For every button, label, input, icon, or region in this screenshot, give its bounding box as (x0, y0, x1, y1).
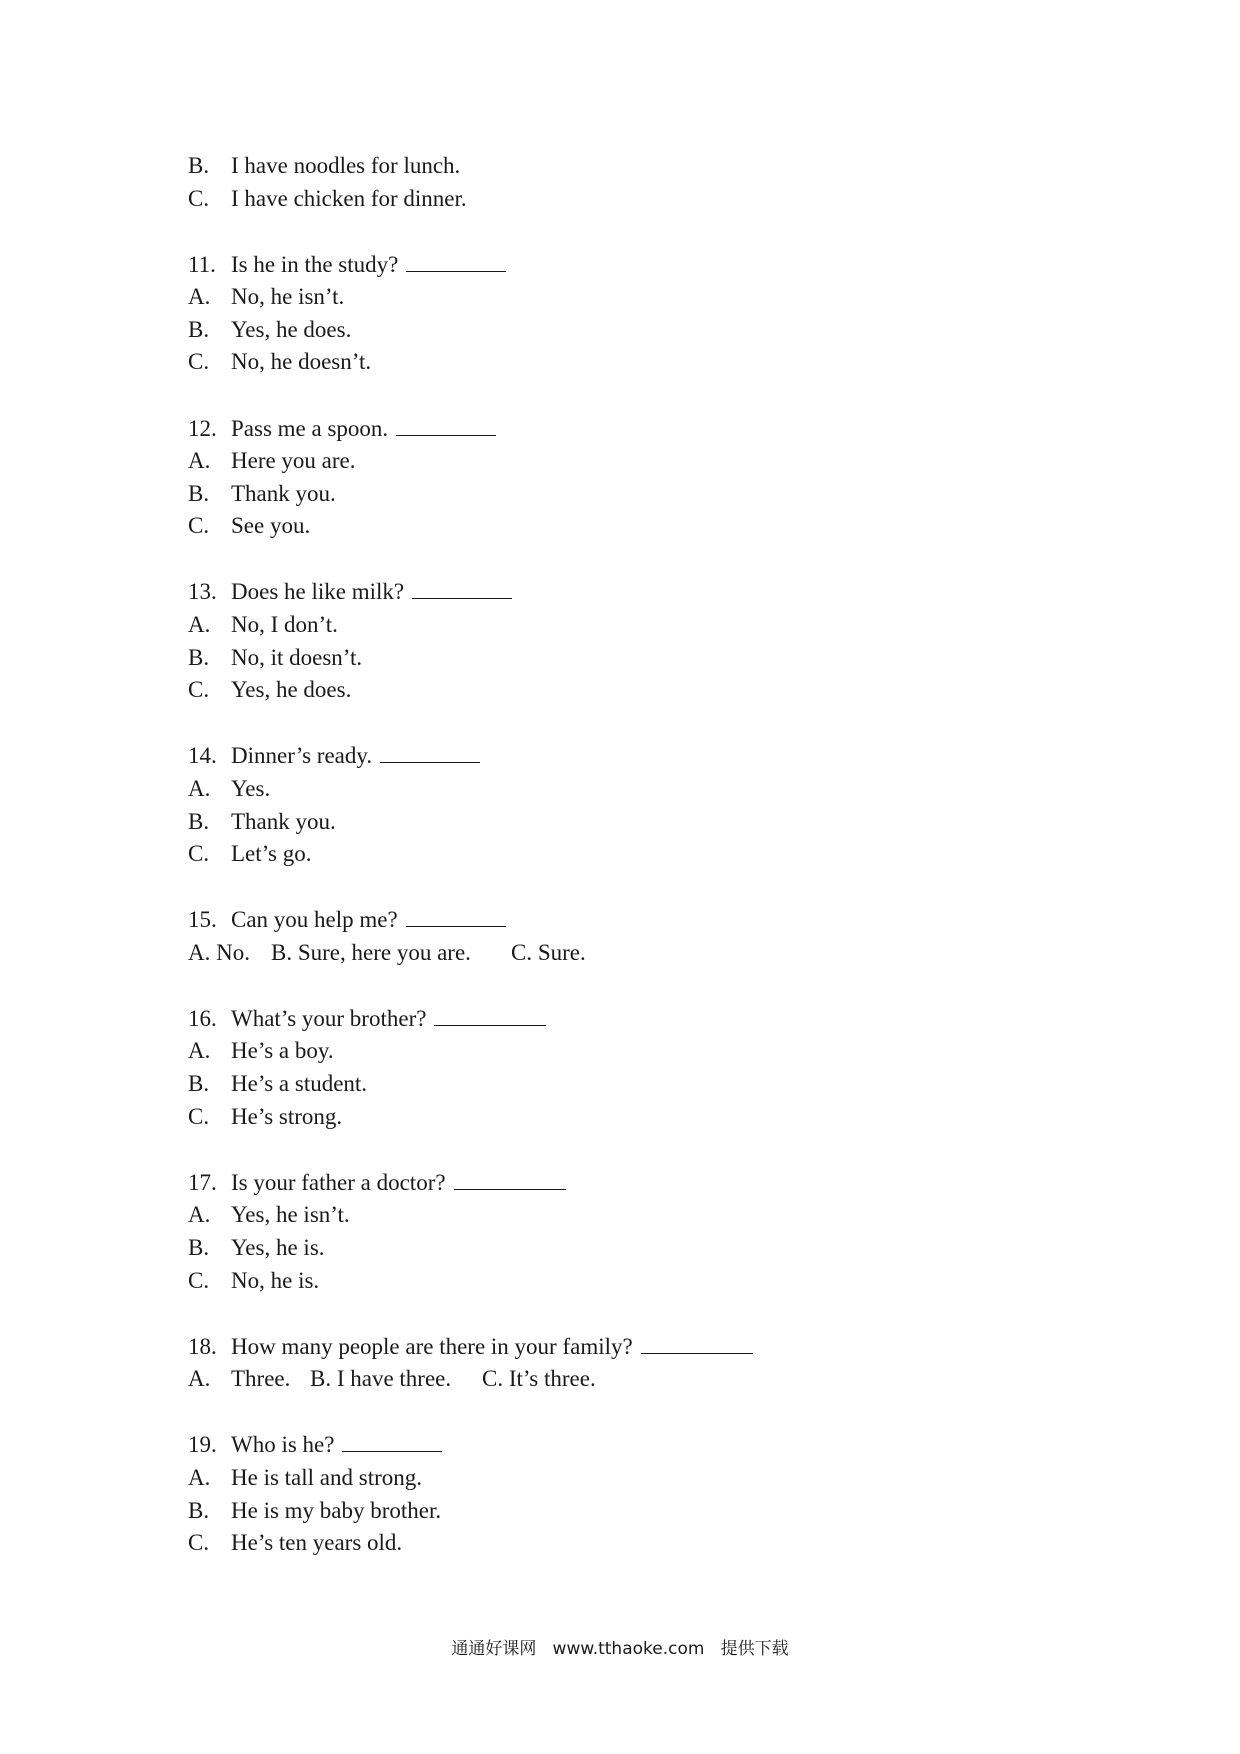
option-text: Let’s go. (231, 841, 312, 867)
option-a (188, 445, 1088, 478)
question-number: 17. (188, 1169, 217, 1195)
option-text: No, he doesn’t. (231, 349, 372, 375)
option-label: B. (188, 480, 210, 506)
option-text: He’s a student. (231, 1071, 368, 1097)
answer-blank (454, 1171, 566, 1190)
answer-blank (342, 1433, 442, 1452)
question-number: 11. (188, 251, 216, 277)
question-number: 12. (188, 415, 217, 441)
option-b (188, 314, 1088, 347)
answer-blank (380, 744, 480, 763)
question-stem (188, 1003, 1088, 1036)
question-stem (188, 576, 1088, 609)
question-number: 15. (188, 907, 217, 933)
option-label: B. (188, 1497, 210, 1523)
option-text: He’s a boy. (231, 1038, 334, 1064)
footer-suffix: 提供下载 (720, 1639, 789, 1659)
option-label: A. (188, 1038, 211, 1064)
option-label: A. (188, 448, 211, 474)
option-c: C. Sure. (511, 939, 586, 965)
question-number: 14. (188, 743, 217, 769)
option-text: I have noodles for lunch. (231, 153, 461, 178)
option-text: Yes, he does. (231, 316, 352, 342)
option-label: C. (188, 513, 210, 539)
option-b (188, 1232, 1088, 1265)
answer-blank (434, 1007, 546, 1026)
question-stem (188, 1331, 1088, 1364)
option-text: No, it doesn’t. (231, 644, 363, 670)
question-19 (188, 1429, 1088, 1559)
answer-blank (412, 580, 512, 599)
option-text: No, I don’t. (231, 612, 338, 638)
question-stem (188, 413, 1088, 446)
option-label: B. (188, 153, 210, 178)
page-footer (0, 1634, 1240, 1659)
question-text: What’s your brother? (231, 1005, 427, 1031)
answer-blank (406, 253, 506, 272)
option-label: B. (188, 1071, 210, 1097)
option-label: B. (188, 1234, 210, 1260)
question-text: Who is he? (231, 1432, 335, 1458)
footer-url: www.tthaoke.com (552, 1639, 705, 1659)
option-text: Yes, he is. (231, 1234, 325, 1260)
option-text: He’s ten years old. (231, 1530, 403, 1556)
option-text: Here you are. (231, 448, 356, 474)
option-a (188, 773, 1088, 806)
question-stem (188, 1167, 1088, 1200)
option-a (188, 1462, 1088, 1495)
option-a-text: Three. (231, 1366, 291, 1392)
option-label: B. (188, 808, 210, 834)
question-number: 19. (188, 1432, 217, 1458)
question-number: 18. (188, 1333, 217, 1359)
question-text: Can you help me? (231, 907, 398, 933)
option-b (188, 642, 1088, 675)
option-c (188, 346, 1088, 379)
option-text: He is tall and strong. (231, 1464, 422, 1490)
option-a (188, 281, 1088, 314)
option-text: He’s strong. (231, 1103, 343, 1129)
option-a (188, 1035, 1088, 1068)
option-c: C. It’s three. (482, 1366, 596, 1392)
option-label: C. (188, 1103, 210, 1129)
option-text: Yes, he does. (231, 677, 352, 703)
option-b (188, 150, 1088, 183)
question-number: 13. (188, 579, 217, 605)
question-10-continued (188, 150, 1088, 215)
question-number: 16. (188, 1005, 217, 1031)
option-c (188, 510, 1088, 543)
question-13 (188, 576, 1088, 706)
question-text: Is he in the study? (231, 251, 399, 277)
option-label: A. (188, 1202, 211, 1228)
option-c (188, 1527, 1088, 1560)
question-18 (188, 1331, 1088, 1396)
question-text: Does he like milk? (231, 579, 405, 605)
option-a (188, 609, 1088, 642)
option-label: B. (188, 644, 210, 670)
option-label: C. (188, 349, 210, 375)
option-text: I have chicken for dinner. (231, 185, 467, 211)
question-11 (188, 249, 1088, 379)
option-text: He is my baby brother. (231, 1497, 442, 1523)
question-14 (188, 740, 1088, 870)
option-c (188, 183, 1088, 216)
option-text: No, he is. (231, 1267, 320, 1293)
option-text: Thank you. (231, 808, 336, 834)
option-text: Thank you. (231, 480, 336, 506)
option-text: Yes. (231, 775, 271, 801)
question-16 (188, 1003, 1088, 1133)
answer-blank (396, 417, 496, 436)
question-12 (188, 413, 1088, 543)
inline-options (188, 937, 1088, 970)
answer-blank (641, 1335, 753, 1354)
option-a (188, 1199, 1088, 1232)
option-b: B. I have three. (310, 1366, 452, 1392)
option-c (188, 838, 1088, 871)
question-15 (188, 904, 1088, 969)
option-b (188, 806, 1088, 839)
question-stem (188, 249, 1088, 282)
option-b (188, 1495, 1088, 1528)
option-text: Yes, he isn’t. (231, 1202, 350, 1228)
question-stem (188, 1429, 1088, 1462)
option-b: B. Sure, here you are. (271, 939, 471, 965)
option-label: C. (188, 841, 210, 867)
inline-options (188, 1363, 1088, 1396)
question-stem (188, 740, 1088, 773)
option-text: See you. (231, 513, 311, 539)
option-c (188, 1265, 1088, 1298)
option-label: A. (188, 775, 211, 801)
question-stem (188, 904, 1088, 937)
option-a: A. No. (188, 939, 250, 965)
question-text: Is your father a doctor? (231, 1169, 446, 1195)
option-label: B. (188, 316, 210, 342)
option-label: C. (188, 185, 210, 211)
option-c (188, 1101, 1088, 1134)
option-b (188, 478, 1088, 511)
option-label: C. (188, 1530, 210, 1556)
option-label: A. (188, 1464, 211, 1490)
answer-blank (406, 908, 506, 927)
question-17 (188, 1167, 1088, 1297)
option-label: A. (188, 612, 211, 638)
question-text: Dinner’s ready. (231, 743, 373, 769)
question-list (188, 150, 1088, 1593)
option-label: C. (188, 677, 210, 703)
option-b (188, 1068, 1088, 1101)
option-c (188, 674, 1088, 707)
footer-site-name: 通通好课网 (451, 1639, 537, 1659)
option-label: C. (188, 1267, 210, 1293)
question-text: How many people are there in your family? (231, 1333, 633, 1359)
option-text: No, he isn’t. (231, 284, 345, 310)
question-text: Pass me a spoon. (231, 415, 389, 441)
option-a-label: A. (188, 1366, 211, 1392)
option-label: A. (188, 284, 211, 310)
